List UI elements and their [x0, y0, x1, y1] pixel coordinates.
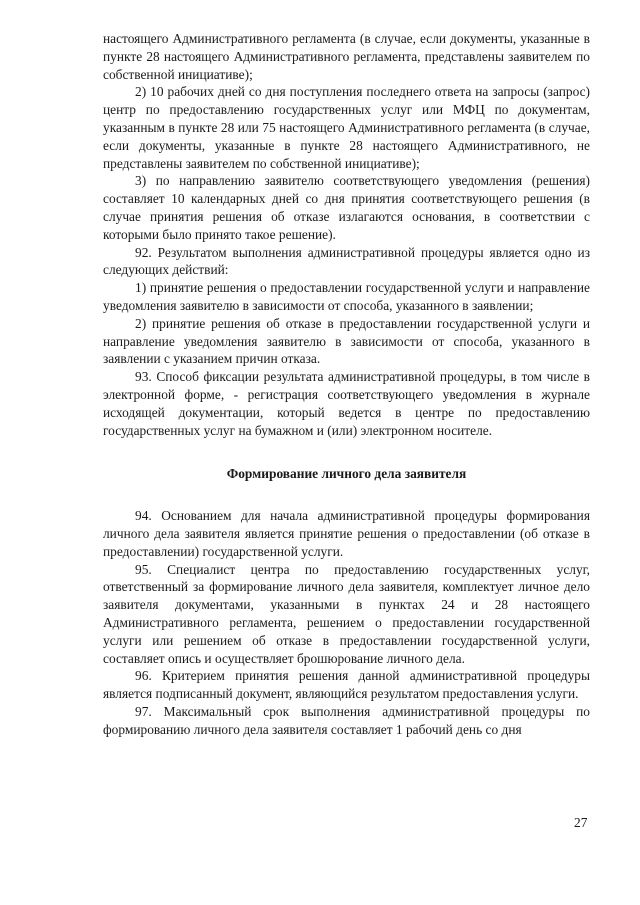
paragraph: 96. Критерием принятия решения данной административной процедуры является подписанный документ, являющийся результатом предоставления услуги. [103, 668, 590, 702]
paragraph: 94. Основанием для начала административной процедуры формирования личного дела заявителя является принятие решения о предоставлении (об отказе в предоставлении) государственной услуги. [103, 508, 590, 559]
paragraph: 1) принятие решения о предоставлении государственной услуги и направление уведомления заявителю в зависимости от способа, указанного в заявлении; [103, 280, 590, 313]
paragraph: 3) по направлению заявителю соответствующего уведомления (решения) составляет 10 календарных дней со дня принятия соответствующего решения (в случае принятия решения об отказе излагаются основания, в соответствии с которыми было принято такое решение). [103, 173, 590, 242]
body-text-before [103, 30, 590, 439]
paragraph: 2) принятие решения об отказе в предоставлении государственной услуги и направление уведомления заявителю в зависимости от способа, указанного в заявлении с указанием причин отказа. [103, 315, 590, 367]
body-text-after [103, 507, 590, 738]
page-number: 27 [574, 815, 588, 830]
document-page [103, 30, 590, 738]
paragraph: 92. Результатом выполнения административной процедуры является одно из следующих действий: [103, 244, 590, 278]
paragraph: 2) 10 рабочих дней со дня поступления последнего ответа на запросы (запрос) центр по предоставлению государственных услуг или МФЦ по документам, указанным в пункте 28 или 75 настоящего Административного регламента (в случае, если документы, указанные в пункте 28 настоящего Административного, не представлены заявителем по собственной инициативе); [103, 84, 590, 171]
paragraph: настоящего Административного регламента (в случае, если документы, указанные в пункте 28 настоящего Административного регламента, представлены заявителем по собственной инициативе); [103, 31, 590, 82]
section-heading: Формирование личного дела заявителя [226, 466, 467, 482]
paragraph: 93. Способ фиксации результата административной процедуры, в том числе в электронной форме, - регистрация соответствующего уведомления в журнале исходящей документации, который ведется в центре по предоставлению государственных услуг на бумажном и (или) электронном носителе. [103, 369, 590, 438]
paragraph: 97. Максимальный срок выполнения административной процедуры по формированию личного дела заявителя составляет 1 рабочий день со дня [103, 703, 590, 737]
paragraph: 95. Специалист центра по предоставлению государственных услуг, ответственный за формирование личного дела заявителя, комплектует личное дело заявителя документами, указанными в пунктах 24 и 28 настоящего Административного регламента, решением о предоставлении государственной услуги или решением об отказе в предоставлении государственной услуги, составляет опись и осуществляет брошюрование личного дела. [103, 561, 590, 666]
